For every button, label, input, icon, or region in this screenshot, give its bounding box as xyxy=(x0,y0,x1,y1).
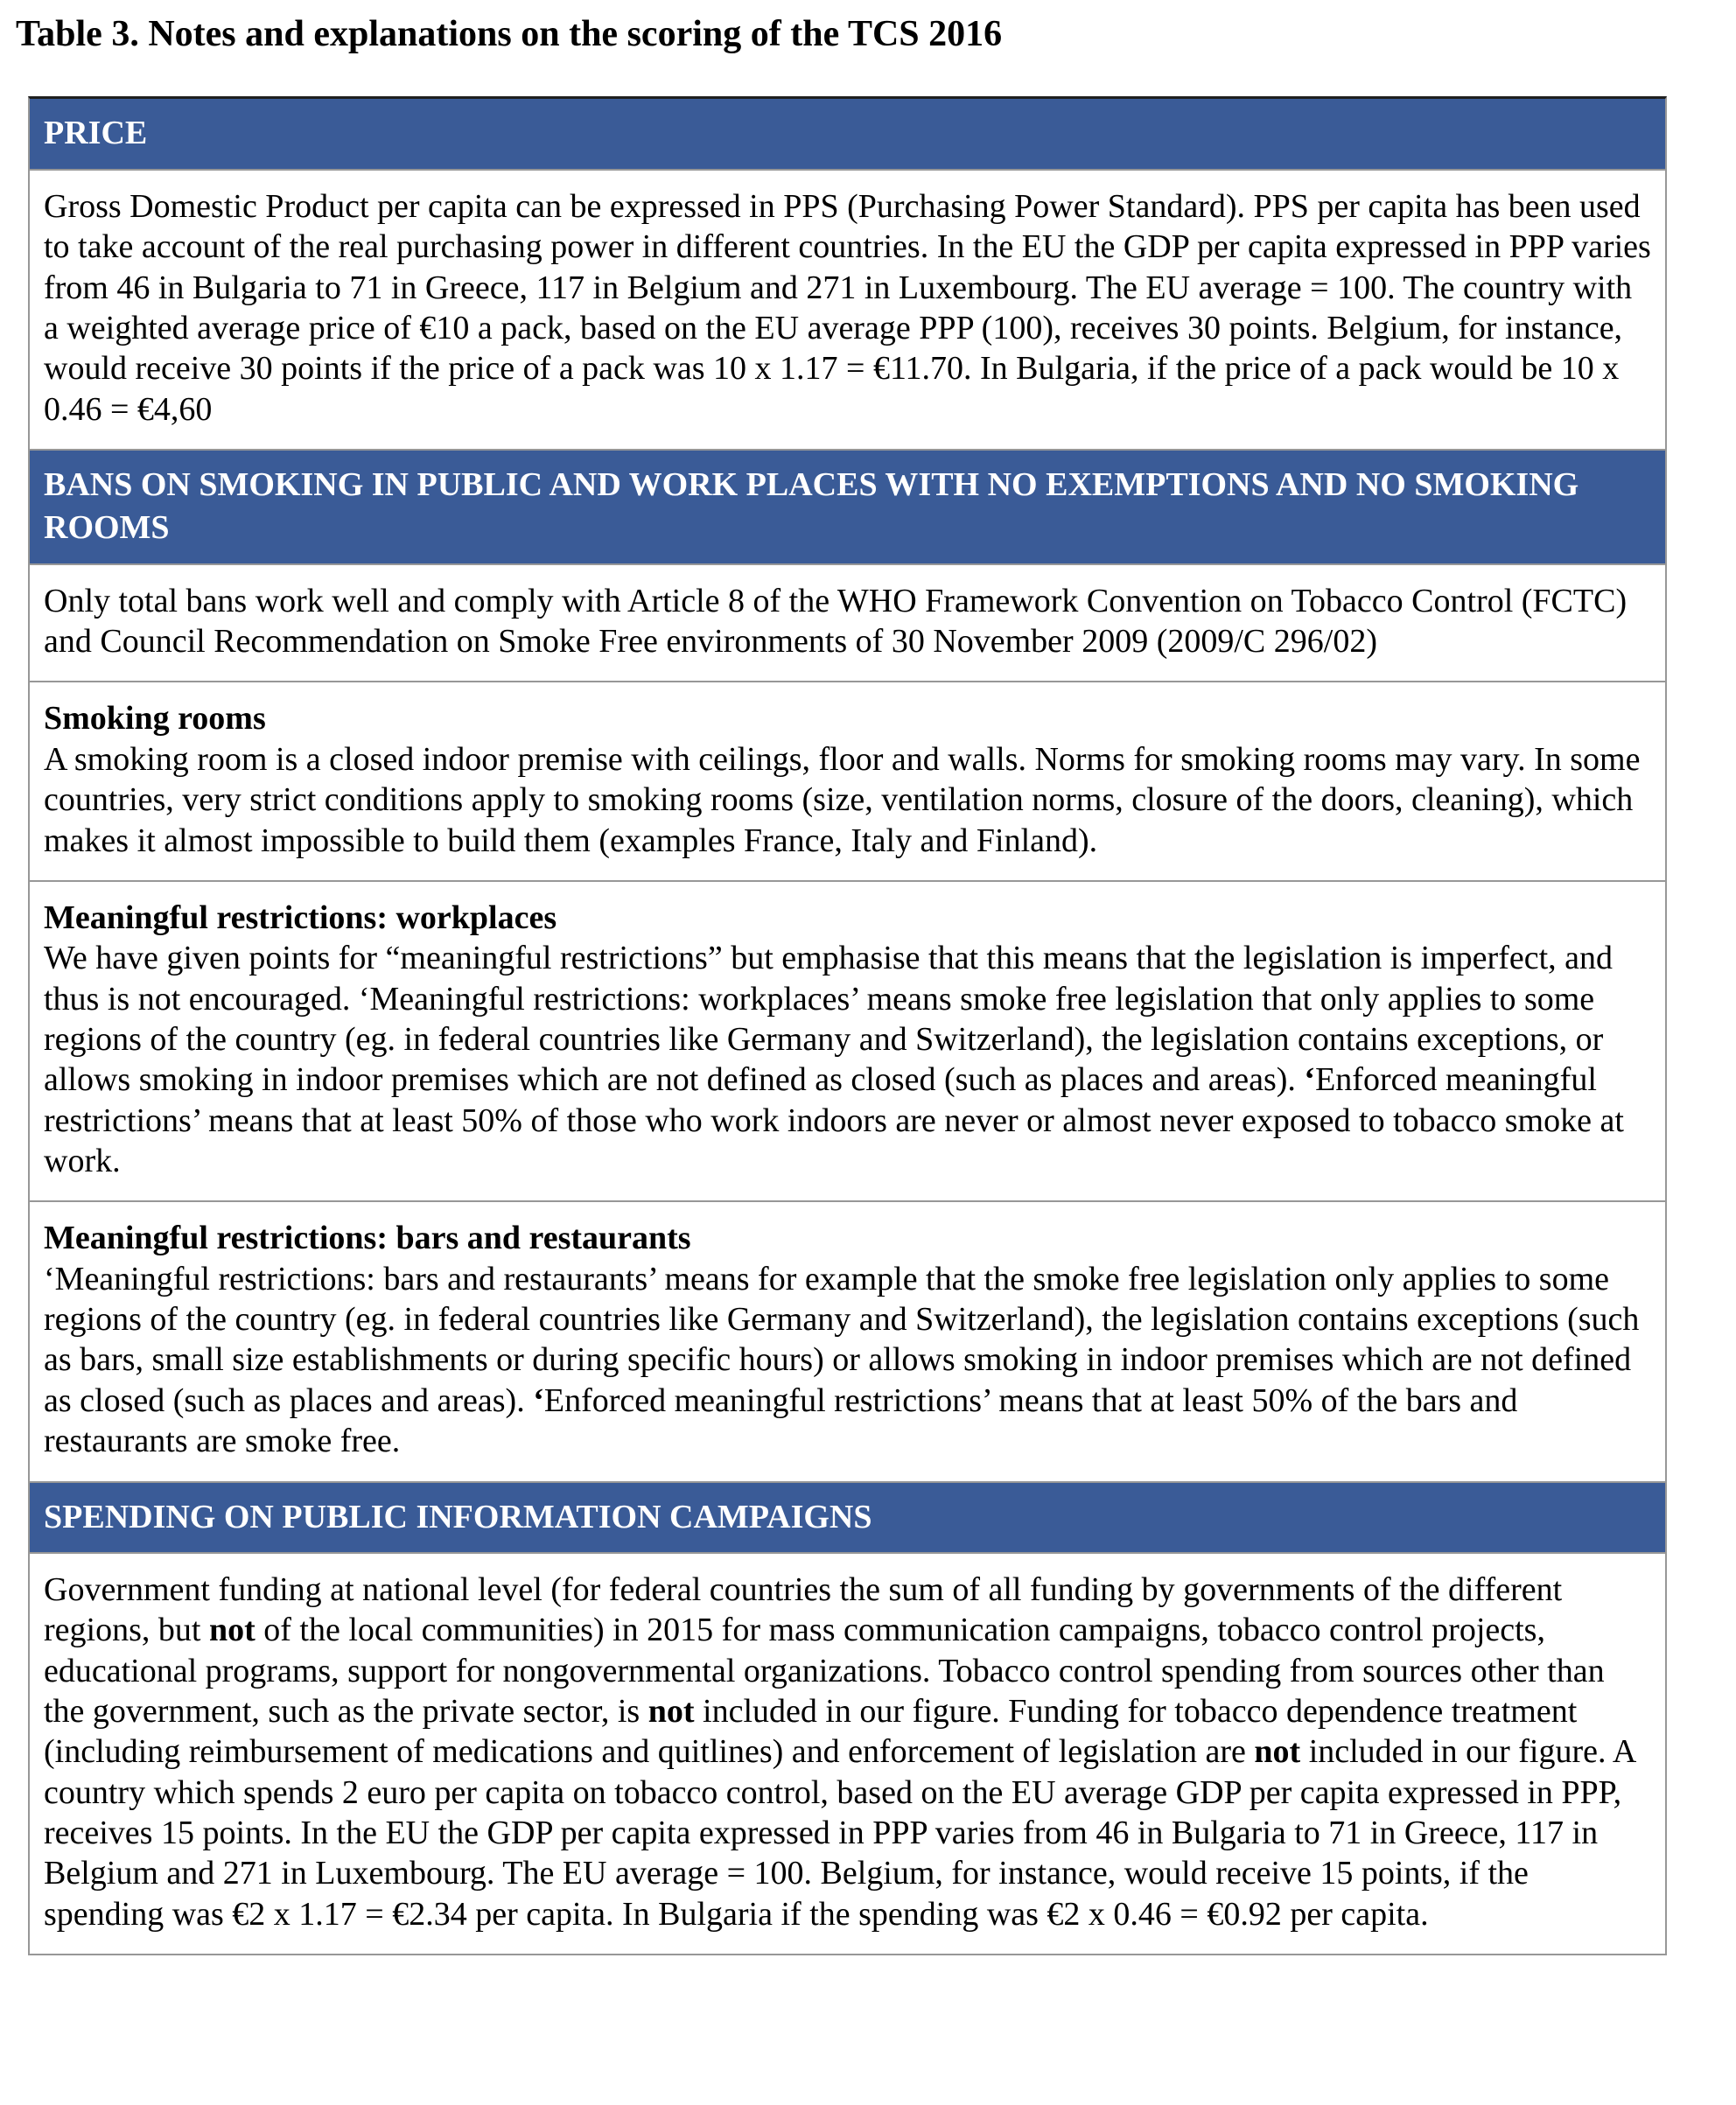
text-run: ‘Meaningful restrictions: bars and restaurants’ means for example that the smoke free legislation only applies to some regions of the country (eg. in federal countries like Germany and Switzerland), the legislation contains exceptions (such as bars, small size establishments or during specific hours) or allows smoking in indoor premises which are not defined as closed (such as places and areas). xyxy=(44,1260,1640,1419)
text-run: of the local communities) in 2015 for mass communication campaigns, tobacco control projects, educational programs, support for nongovernmental organizations. Tobacco control spending from sources other than the government, such as the private sector, is xyxy=(44,1612,1605,1731)
bold-text-run: not xyxy=(208,1612,256,1649)
text-run: included in our figure. Funding for tobacco dependence treatment (including reimbursement of medications and quitlines) and enforcement of legislation are xyxy=(44,1693,1578,1771)
text-run: Government funding at national level (for federal countries the sum of all funding by governments of the different regions, but xyxy=(44,1570,1563,1649)
text-run: Enforced meaningful restrictions’ means that at least 50% of the bars and restaurants are smoke free. xyxy=(44,1381,1518,1460)
text-run: Gross Domestic Product per capita can be expressed in PPS (Purchasing Power Standard). PPS per capita has been used to take account of the real purchasing power in different countries. In the EU the GDP per capita expressed in PPP varies from 46 in Bulgaria to 71 in Greece, 117 in Belgium and 271 in Luxembourg. The EU average = 100. The country with a weighted average price of €10 a pack, based on the EU average PPP (100), receives 30 points. Belgium, for instance, would receive 30 points if the price of a pack was 10 x 1.17 = €11.70. In Bulgaria, if the price of a pack would be 10 x 0.46 = €4,60 xyxy=(44,187,1651,428)
paragraph-meaningful-workplaces xyxy=(44,938,1653,1181)
section-header-price: PRICE xyxy=(30,99,1665,168)
bold-text-run: ‘ xyxy=(533,1381,544,1419)
cell-heading-meaningful-workplaces: Meaningful restrictions: workplaces xyxy=(44,899,557,936)
bold-text-run: not xyxy=(648,1693,695,1731)
paragraph-meaningful-bars xyxy=(44,1259,1653,1462)
text-run: included in our figure. A country which spends 2 euro per capita on tobacco control, based on the EU average GDP per capita expressed in PPP, receives 15 points. In the EU the GDP per capita expressed in PPP varies from 46 in Bulgaria to 71 in Greece, 117 in Belgium and 271 in Luxembourg. The EU average = 100. Belgium, for instance, would receive 15 points, if the spending was €2 x 1.17 = €2.34 per capita. In Bulgaria if the spending was €2 x 0.46 = €0.92 per capita. xyxy=(44,1733,1635,1933)
tcs-table xyxy=(28,96,1667,1955)
paragraph-smoking-rooms xyxy=(44,739,1653,861)
bold-text-run: not xyxy=(1254,1733,1301,1771)
paragraph-spending-body xyxy=(44,1570,1653,1934)
text-run: We have given points for “meaningful restrictions” but emphasise that this means that the legislation is imperfect, and thus is not encouraged. ‘Meaningful restrictions: workplaces’ means smoke free legislation that only applies to some regions of the country (eg. in federal countries like Germany and Switzerland), the legislation contains exceptions, or allows smoking in indoor premises which are not defined as closed (such as places and areas). xyxy=(44,940,1614,1099)
section-cell-bans-body xyxy=(30,563,1665,682)
section-header-spending: SPENDING ON PUBLIC INFORMATION CAMPAIGNS xyxy=(30,1481,1665,1552)
page-title: Table 3. Notes and explanations on the scoring of the TCS 2016 xyxy=(16,14,1003,54)
section-cell-meaningful-bars xyxy=(30,1200,1665,1480)
text-run: Enforced meaningful restrictions’ means that at least 50% of those who work indoors are never or almost never exposed to tobacco smoke at work. xyxy=(44,1061,1624,1180)
cell-heading-smoking-rooms: Smoking rooms xyxy=(44,700,266,738)
text-run: A smoking room is a closed indoor premise with ceilings, floor and walls. Norms for smoking rooms may vary. In some countries, very strict conditions apply to smoking rooms (size, ventilation norms, closure of the doors, cleaning), which makes it almost impossible to build them (examples France, Italy and Finland). xyxy=(44,740,1641,859)
bold-text-run: ‘ xyxy=(1304,1061,1316,1099)
paragraph-bans-body xyxy=(44,581,1653,662)
section-header-bans: BANS ON SMOKING IN PUBLIC AND WORK PLACES WITH NO EXEMPTIONS AND NO SMOKING ROOMS xyxy=(30,449,1665,563)
cell-heading-meaningful-bars: Meaningful restrictions: bars and restaurants xyxy=(44,1220,691,1257)
text-run: Only total bans work well and comply with Article 8 of the WHO Framework Convention on Tobacco Control (FCTC) and Council Recommendation on Smoke Free environments of 30 November 2009 (2009/C 296/02) xyxy=(44,582,1628,661)
section-cell-meaningful-workplaces xyxy=(30,880,1665,1201)
paragraph-price-body xyxy=(44,186,1653,430)
section-cell-price-body xyxy=(30,169,1665,449)
section-cell-smoking-rooms xyxy=(30,681,1665,879)
section-cell-spending-body xyxy=(30,1552,1665,1954)
